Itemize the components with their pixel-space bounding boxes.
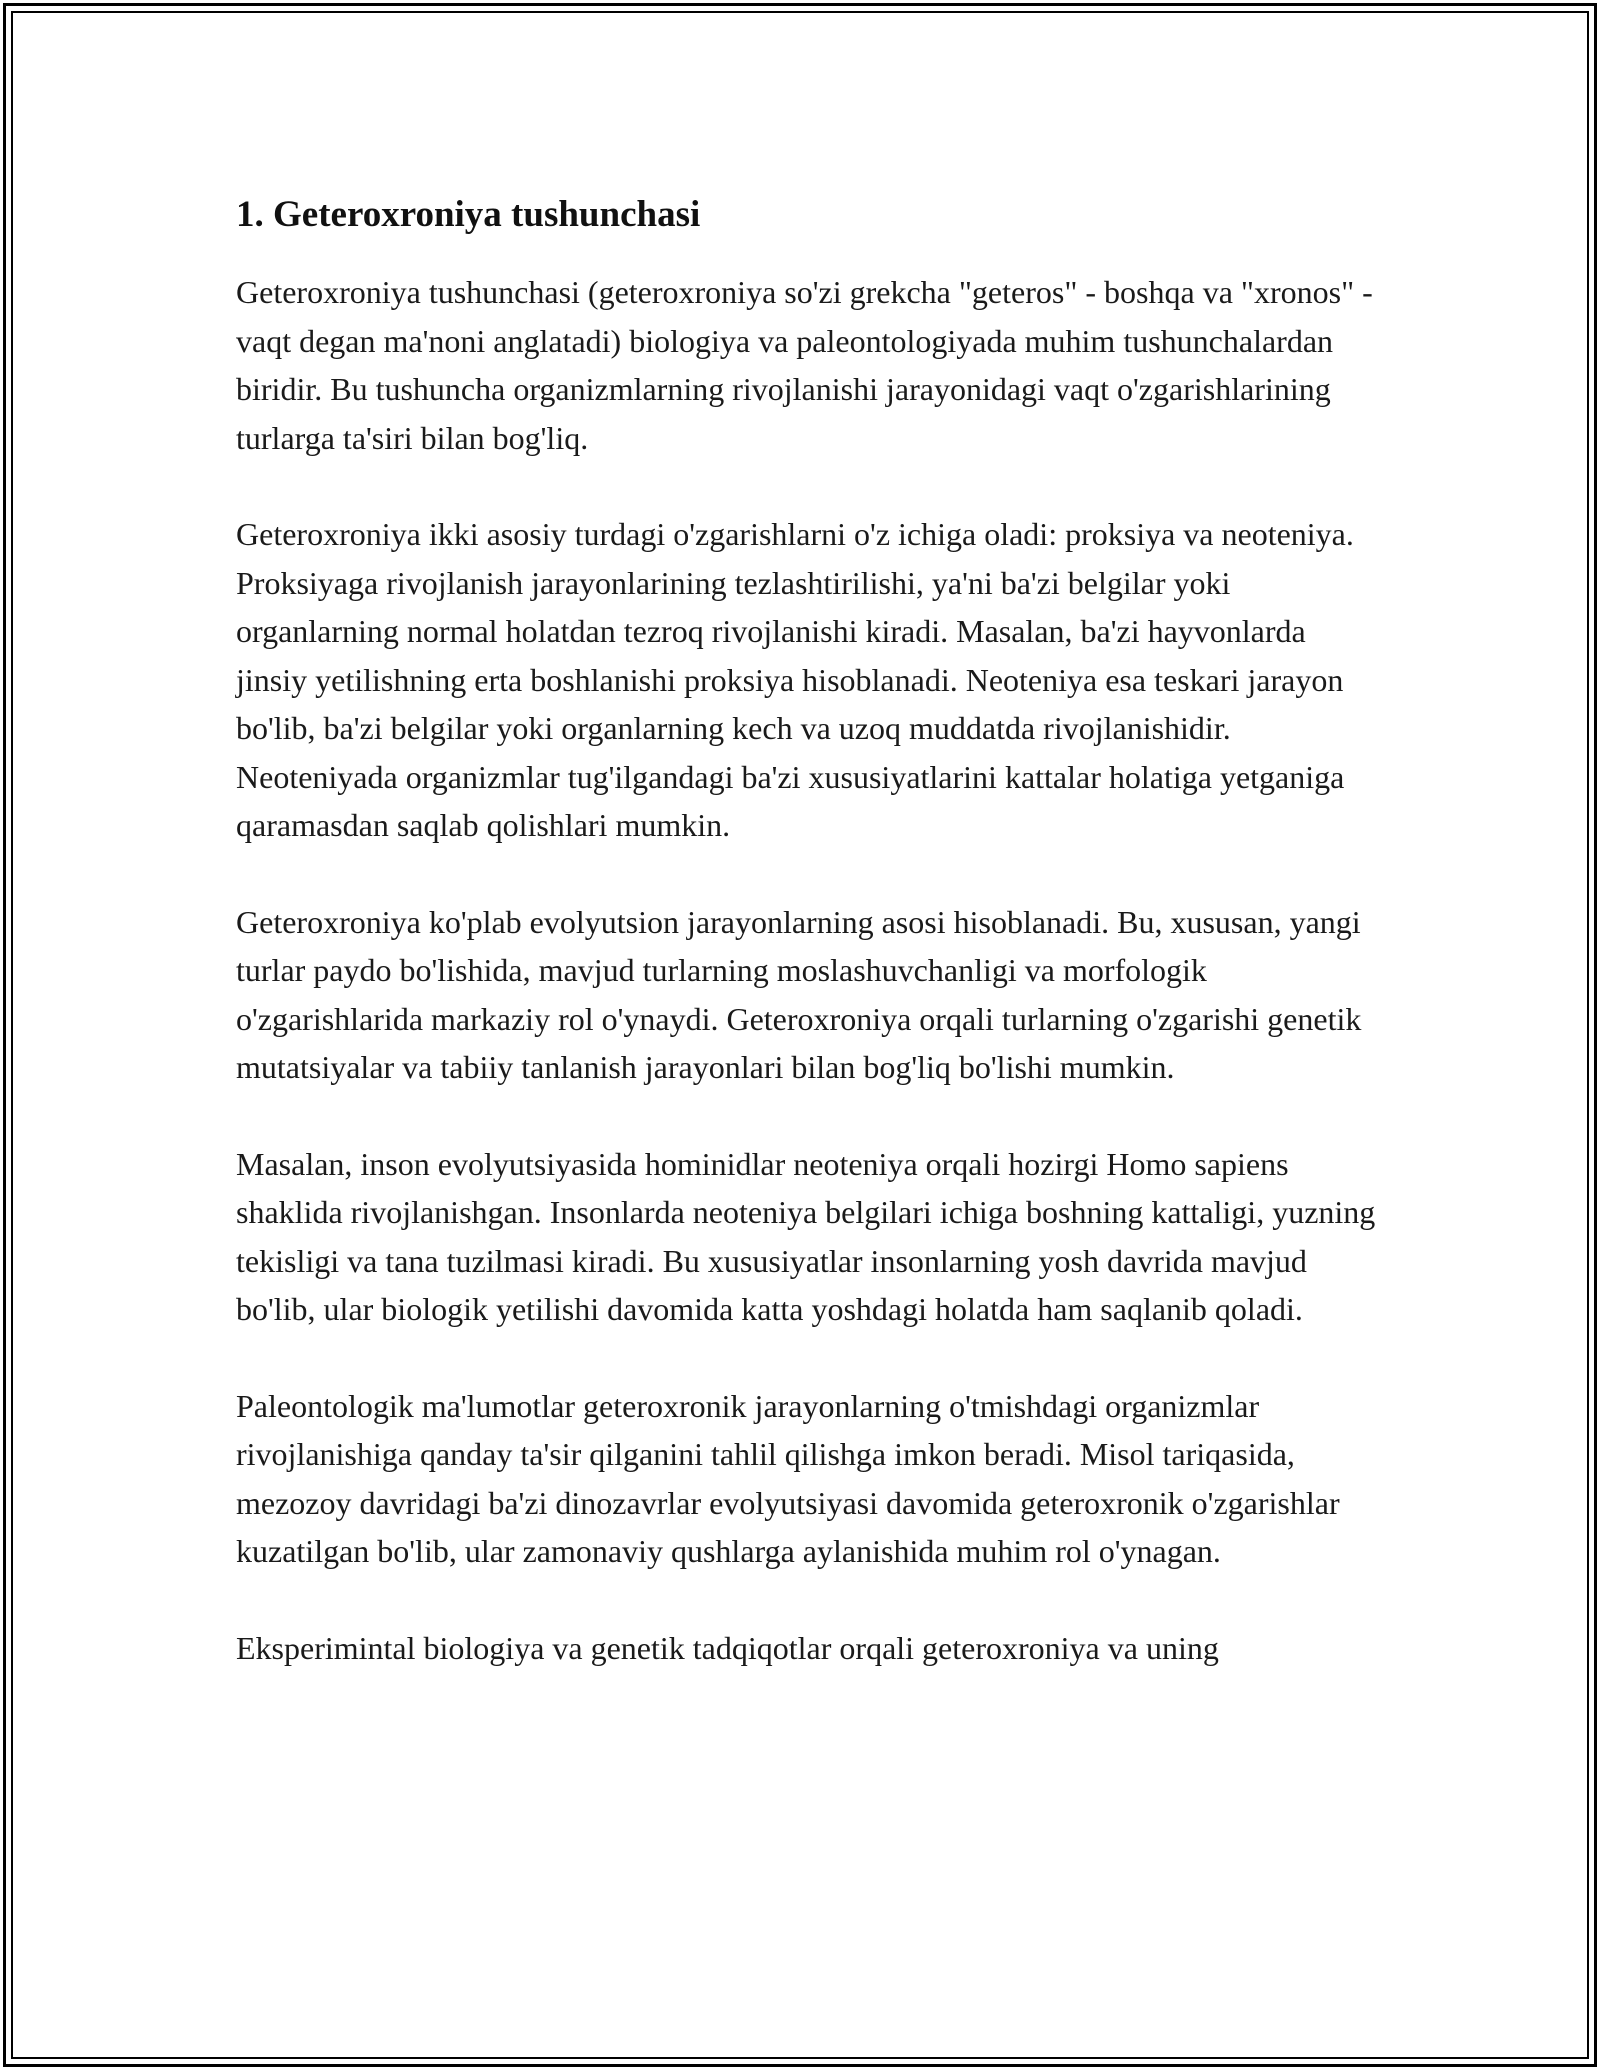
section-heading: 1. Geteroxroniya tushunchasi [236,194,701,235]
document-content [236,190,1376,1720]
paragraph-2: Geteroxroniya ikki asosiy turdagi o'zgarishlarni o'z ichiga oladi: proksiya va neoteniya. Proksiyaga rivojlanish jarayonlarining tezlashtirilishi, ya'ni ba'zi belgilar yoki organlarning normal holatdan tezroq rivojlanishi kiradi. Masalan, ba'zi hayvonlarda jinsiy yetilishning erta boshlanishi proksiya hisoblanadi. Neoteniya esa teskari jarayon bo'lib, ba'zi belgilar yoki organlarning kech va uzoq muddatda rivojlanishidir. Neoteniyada organizmlar tug'ilgandagi ba'zi xususiyatlarini kattalar holatiga yetganiga qaramasdan saqlab qolishlari mumkin. [236,516,1354,843]
paragraph-4: Masalan, inson evolyutsiyasida hominidlar neoteniya orqali hozirgi Homo sapiens shaklida rivojlanishgan. Insonlarda neoteniya belgilari ichiga boshning kattaligi, yuzning tekisligi va tana tuzilmasi kiradi. Bu xususiyatlar insonlarning yosh davrida mavjud bo'lib, ular biologik yetilishi davomida katta yoshdagi holatda ham saqlanib qoladi. [236,1145,1376,1327]
paragraph-1: Geteroxroniya tushunchasi (geteroxroniya so'zi grekcha "geteros" - boshqa va "xronos" - vaqt degan ma'noni anglatadi) biologiya va paleontologiyada muhim tushunchalardan biridir. Bu tushuncha organizmlarning rivojlanishi jarayonidagi vaqt o'zgarishlarining turlarga ta'siri bilan bog'liq. [236,274,1373,456]
paragraph-6: Eksperimintal biologiya va genetik tadqiqotlar orqali geteroxroniya va uning [236,1629,1219,1666]
paragraph-3: Geteroxroniya ko'plab evolyutsion jarayonlarning asosi hisoblanadi. Bu, xususan, yangi turlar paydo bo'lishida, mavjud turlarning moslashuvchanligi va morfologik o'zgarishlarida markaziy rol o'ynaydi. Geteroxroniya orqali turlarning o'zgarishi genetik mutatsiyalar va tabiiy tanlanish jarayonlari bilan bog'liq bo'lishi mumkin. [236,903,1362,1085]
paragraph-5: Paleontologik ma'lumotlar geteroxronik jarayonlarning o'tmishdagi organizmlar rivojlanishiga qanday ta'sir qilganini tahlil qilishga imkon beradi. Misol tariqasida, mezozoy davridagi ba'zi dinozavrlar evolyutsiyasi davomida geteroxronik o'zgarishlar kuzatilgan bo'lib, ular zamonaviy qushlarga aylanishida muhim rol o'ynagan. [236,1387,1340,1569]
